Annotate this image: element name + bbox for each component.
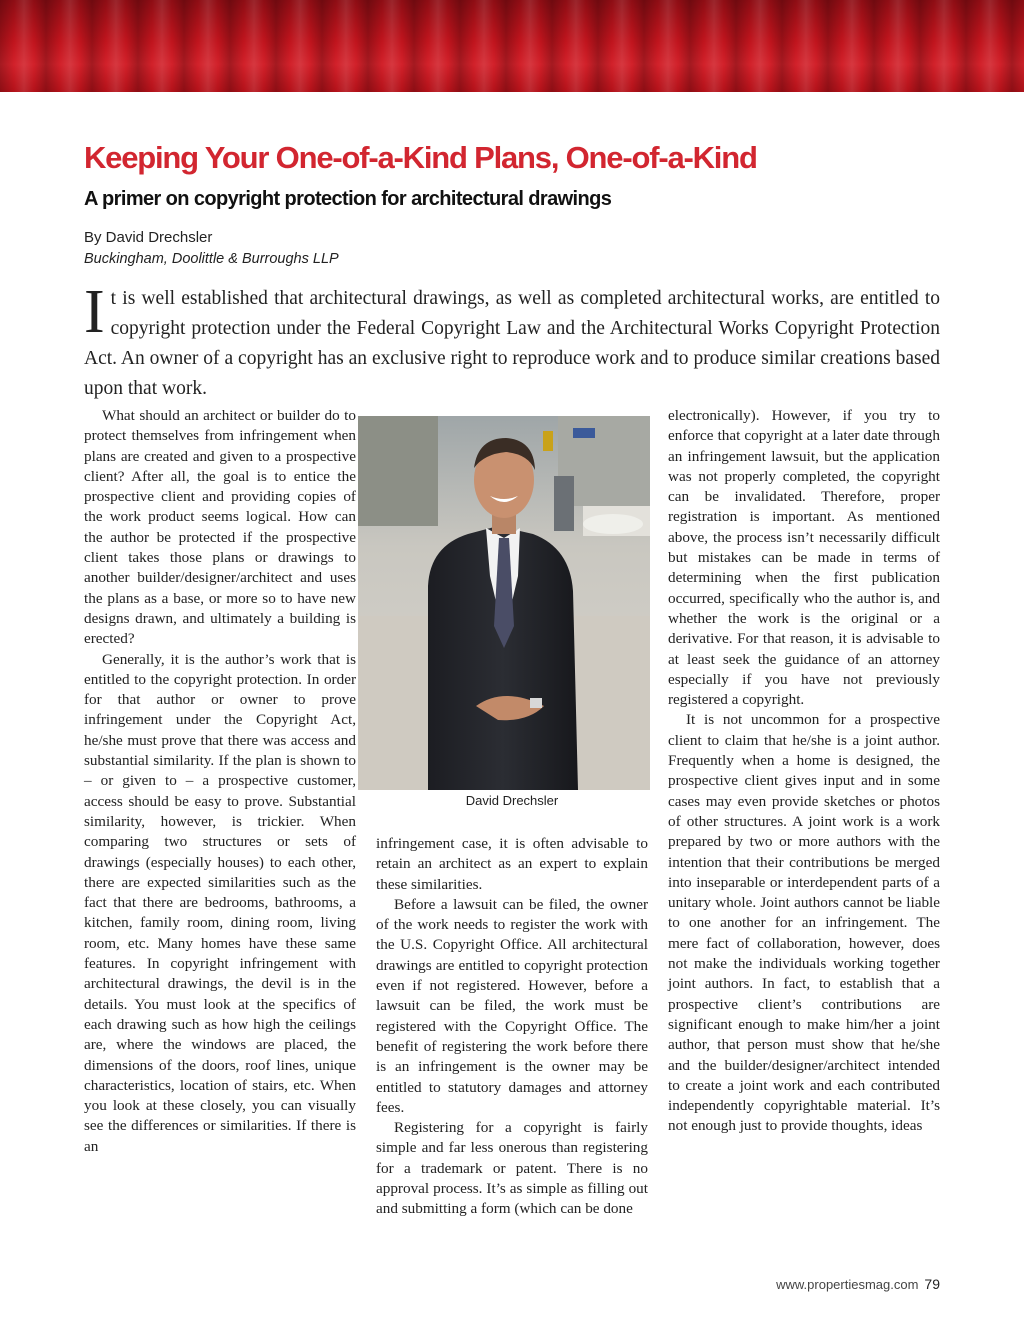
page-footer bbox=[776, 1276, 940, 1292]
article-subtitle: A primer on copyright protection for architectural drawings bbox=[84, 188, 612, 210]
col3-paragraph-1: electronically). However, if you try to enforce that copyright at a later date through an infringement lawsuit, but the application was not properly completed, the copyright can be invalidated. Therefore, proper registration is important. As mentioned above, the process isn’t necessarily difficult but mistakes can be made in terms of determining when the first publication occurred, specifically who the author is, and whether the work is the original or a derivative. For that reason, it is advisable to at least seek the guidance of an attorney especially if you have not previously registered a copyright. bbox=[668, 407, 940, 709]
author-photo bbox=[358, 416, 650, 790]
page-number: 79 bbox=[924, 1276, 940, 1292]
article-title: Keeping Your One-of-a-Kind Plans, One-of-a-Kind bbox=[84, 140, 757, 175]
col1-paragraph-1: What should an architect or builder do to protect themselves from infringement when plans are created and given to a prospective client? After all, the goal is to entice the prospective client and providing copies of the work product seems logical. How can the author be protected if the prospective client takes those plans or drawings to another builder/designer/architect and uses the plans as a base, or more so to have new designs drawn, and ultimately a building is erected? bbox=[84, 407, 356, 648]
red-curtain-banner bbox=[0, 0, 1024, 92]
col2-paragraph-1: infringement case, it is often advisable to retain an architect as an expert to explain these similarities. bbox=[376, 835, 648, 893]
photo-caption: David Drechsler bbox=[465, 793, 559, 808]
col2-paragraph-3: Registering for a copyright is fairly simple and far less onerous than registering for a trademark or patent. There is no approval process. It’s as simple as filling out and submitting a form (which can be done bbox=[376, 1119, 648, 1218]
intro-text: t is well established that architectural drawings, as well as completed architectural works, are entitled to copyright protection under the Federal Copyright Law and the Architectural Works Copyright Protection Act. An owner of a copyright has an exclusive right to reproduce work and to produce similar creations based upon that work. bbox=[84, 288, 940, 399]
intro-paragraph bbox=[84, 278, 940, 404]
column-1 bbox=[84, 406, 356, 1157]
col1-paragraph-2: Generally, it is the author’s work that is entitled to the copyright protection. In order for that author or owner to prove infringement under the Copyright Act, he/she must prove that there was access and substantial similarity. If the plan is shown to – or given to – a prospective customer, access should be easy to prove. Substantial similarity, however, is trickier. When comparing two structures or sets of drawings (especially houses) to each other, there are expected similarities such as the fact that there are bedrooms, bathrooms, a kitchen, family room, dining room, living room, etc. Many homes have these same features. In copyright infringement with architectural drawings, the devil is in the details. You must look at the specifics of each drawing such as how high the ceilings are, where the windows are placed, the dimensions of the doors, roof lines, unique characteristics, location of stairs, etc. When you look at these closely, you can visually see the differences or similarities. If there is an bbox=[84, 650, 356, 1155]
column-3 bbox=[668, 406, 940, 1137]
col2-paragraph-2: Before a lawsuit can be filed, the owner of the work needs to register the work with the U.S. Copyright Office. All architectural drawings are entitled to copyright protection even if not registered. However, before a lawsuit can be filed, the work must be registered with the Copyright Office. The benefit of registering the work before there is an infringement is the owner may be entitled to statutory damages and attorney fees. bbox=[376, 895, 648, 1116]
author-firm: Buckingham, Doolittle & Burroughs LLP bbox=[84, 251, 339, 267]
column-2 bbox=[376, 834, 648, 1220]
footer-url[interactable]: www.propertiesmag.com bbox=[776, 1277, 919, 1292]
drop-cap: I bbox=[84, 278, 105, 346]
author-byline: By David Drechsler bbox=[84, 229, 213, 246]
col3-paragraph-2: It is not uncommon for a prospective client to claim that he/she is a joint author. Frequently when a home is designed, the prospective client gives input and in some cases may even provide sketches or photos of other structures. A joint work is a work prepared by two or more authors with the intention that their contributions be merged into inseparable or interdependent parts of a unitary whole. Joint authors cannot be liable to one another for an infringement. The mere fact of collaboration, however, does not make the individuals working together joint authors. In fact, to establish that a prospective client’s contributions are significant enough to make him/her a joint author, that person must show that he/she and the builder/designer/architect intended to create a joint work and each contributed independently copyrightable material. It’s not enough just to provide thoughts, ideas bbox=[668, 711, 940, 1135]
author-portrait-illustration bbox=[358, 416, 650, 790]
